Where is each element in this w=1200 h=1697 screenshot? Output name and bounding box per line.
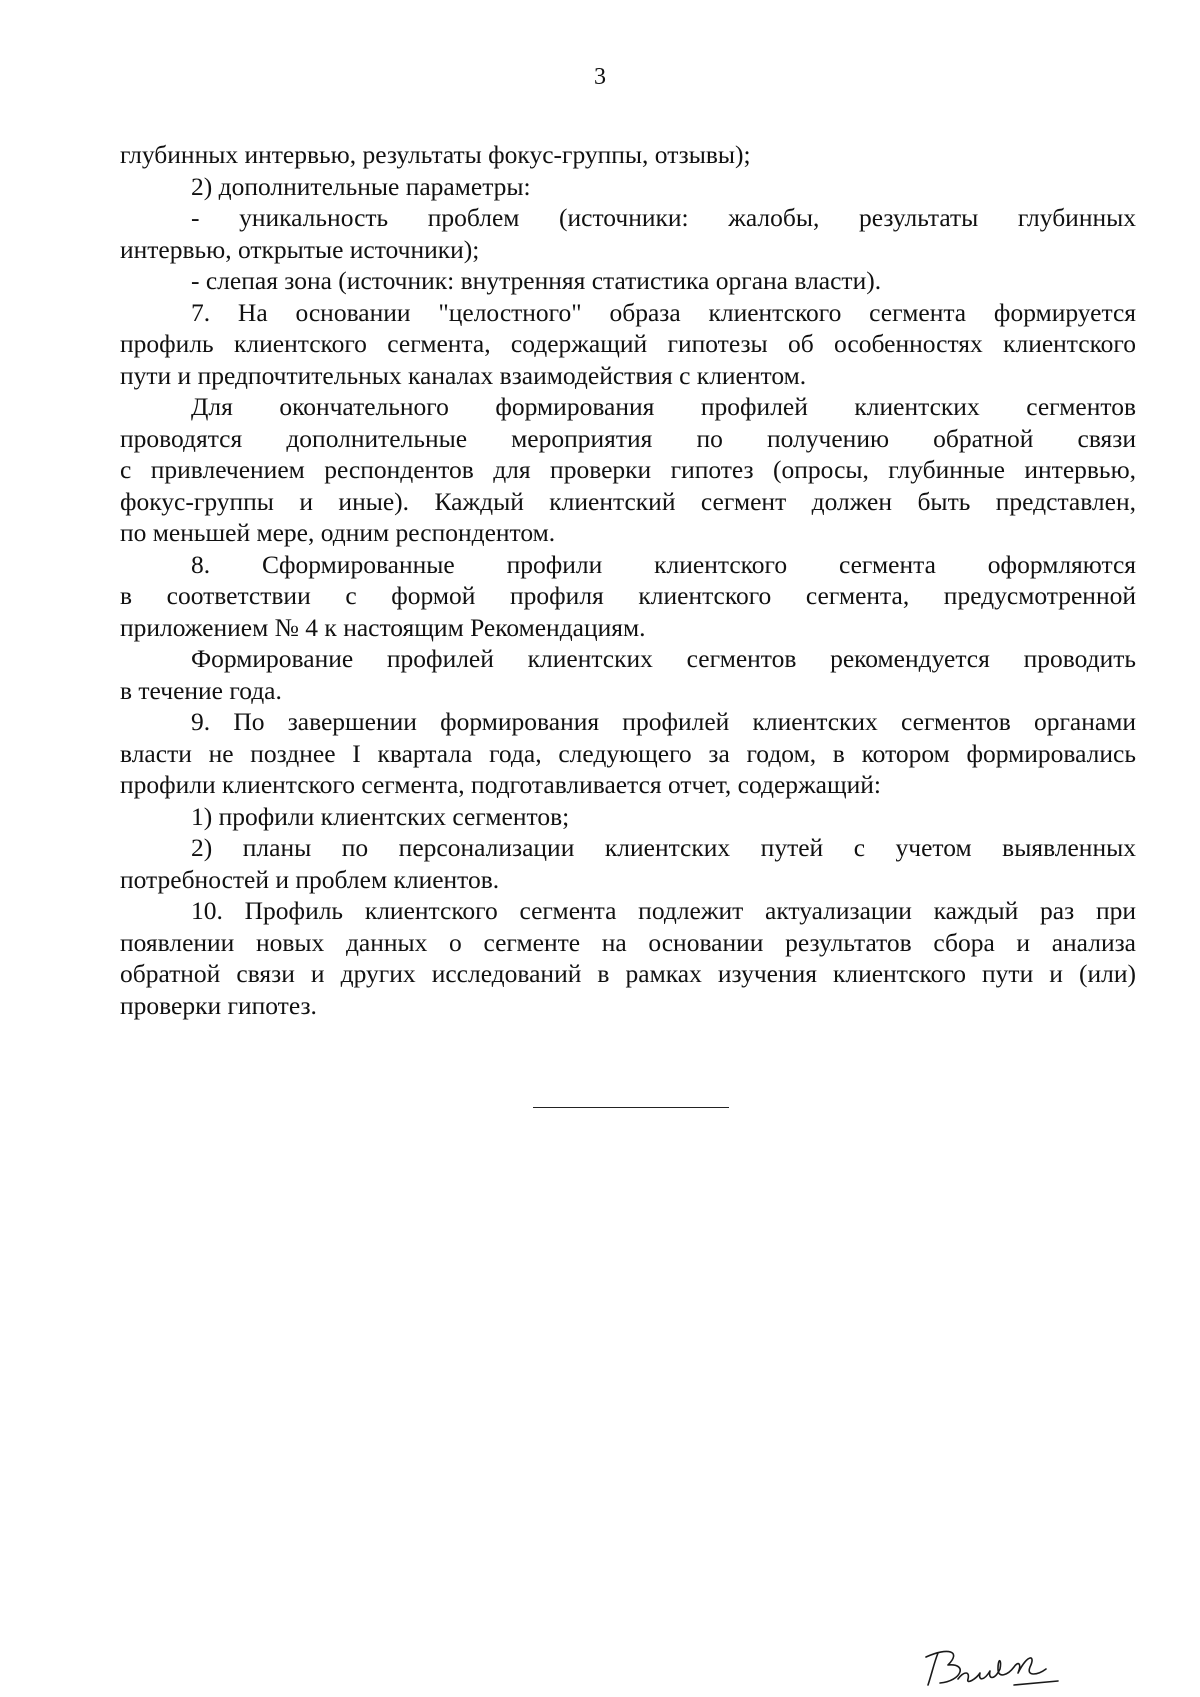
- paragraph: [120, 265, 1136, 297]
- text-line: проводятся дополнительные мероприятия по получению обратной связи: [120, 423, 1136, 453]
- text-line: 8. Сформированные профили клиентского сегмента оформляются: [191, 549, 1136, 579]
- text-line: профили клиентского сегмента, подготавливается отчет, содержащий:: [120, 770, 881, 799]
- text-line: 1) профили клиентских сегментов;: [191, 801, 570, 831]
- end-of-text-rule: [533, 1107, 729, 1108]
- text-line: Формирование профилей клиентских сегментов рекомендуется проводить: [191, 644, 1136, 673]
- text-line: 2) дополнительные параметры:: [191, 171, 531, 201]
- text-line: 7. На основании "целостного" образа клиентского сегмента формируется: [191, 297, 1136, 327]
- text-line: приложением № 4 к настоящим Рекомендациям.: [120, 612, 646, 642]
- text-line: Для окончательного формирования профилей клиентских сегментов: [191, 392, 1136, 421]
- text-line: фокус-группы и иные). Каждый клиентский сегмент должен быть представлен,: [120, 486, 1136, 516]
- paragraph: [120, 895, 1136, 1021]
- text-line: 10. Профиль клиентского сегмента подлежит актуализации каждый раз при: [191, 896, 1136, 925]
- paragraph: [120, 832, 1136, 895]
- text-line: с привлечением респондентов для проверки гипотез (опросы, глубинные интервью,: [120, 455, 1136, 484]
- text-line: потребностей и проблем клиентов.: [120, 864, 500, 894]
- paragraph: [120, 549, 1136, 644]
- text-line: пути и предпочтительных каналах взаимодействия с клиентом.: [120, 360, 807, 390]
- text-line: - слепая зона (источник: внутренняя статистика органа власти).: [191, 266, 882, 295]
- text-line: в соответствии с формой профиля клиентского сегмента, предусмотренной: [120, 581, 1136, 610]
- paragraph: [120, 171, 1136, 203]
- text-line: власти не позднее I квартала года, следующего за годом, в котором формировались: [120, 738, 1136, 768]
- text-line: обратной связи и других исследований в рамках изучения клиентского пути и (или): [120, 959, 1136, 988]
- text-line: появлении новых данных о сегменте на основании результатов сбора и анализа: [120, 927, 1136, 957]
- paragraph: [120, 297, 1136, 392]
- text-line: глубинных интервью, результаты фокус-группы, отзывы);: [120, 140, 751, 169]
- text-line: по меньшей мере, одним респондентом.: [120, 518, 556, 547]
- text-line: проверки гипотез.: [120, 990, 317, 1020]
- paragraph: [120, 391, 1136, 549]
- text-line: интервью, открытые источники);: [120, 234, 480, 264]
- paragraph: [120, 139, 1136, 171]
- paragraph: [120, 643, 1136, 706]
- text-line: 9. По завершении формирования профилей клиентских сегментов органами: [191, 707, 1136, 736]
- paragraph: [120, 801, 1136, 833]
- paragraph: [120, 706, 1136, 801]
- page-number: 3: [594, 64, 606, 90]
- document-body: [120, 139, 1136, 1021]
- text-line: профиль клиентского сегмента, содержащий гипотезы об особенностях клиентского: [120, 329, 1136, 358]
- paragraph: [120, 202, 1136, 265]
- text-line: - уникальность проблем (источники: жалобы, результаты глубинных: [191, 203, 1136, 232]
- handwritten-signature: [918, 1645, 1068, 1693]
- text-line: 2) планы по персонализации клиентских путей с учетом выявленных: [191, 833, 1136, 862]
- text-line: в течение года.: [120, 675, 282, 705]
